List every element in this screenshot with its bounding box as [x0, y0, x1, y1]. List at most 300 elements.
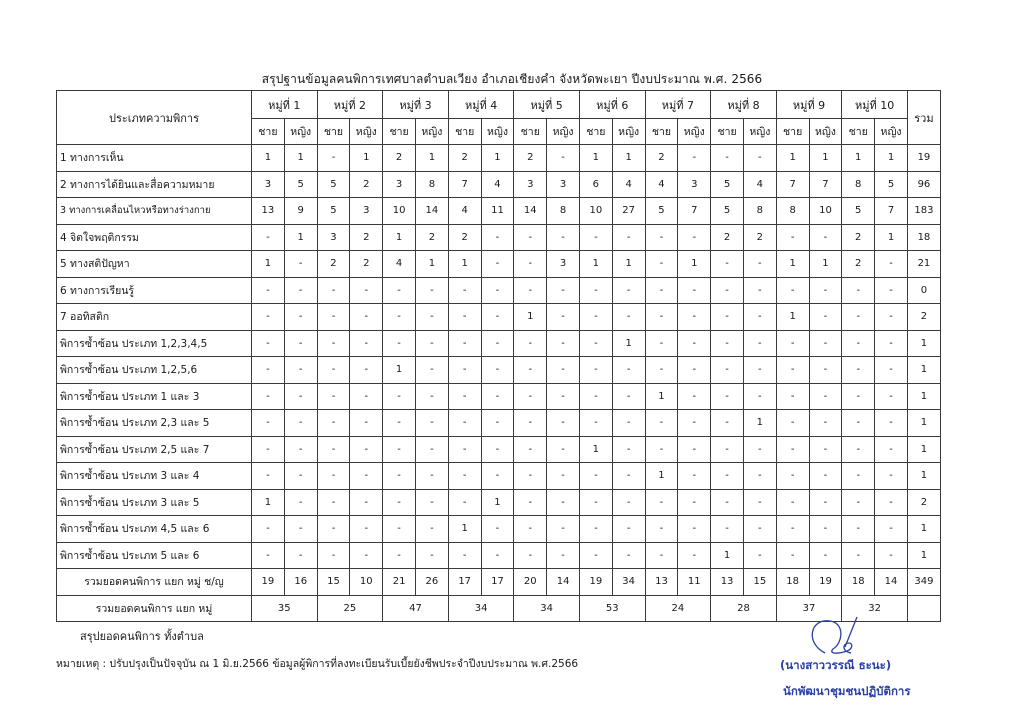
moo-header: หมู่ที่ 1	[252, 91, 318, 119]
table-cell: 10	[809, 198, 842, 225]
table-cell: -	[678, 357, 711, 384]
table-cell: -	[875, 251, 908, 278]
table-cell: -	[711, 330, 744, 357]
table-cell: -	[252, 304, 285, 331]
table-row	[57, 251, 941, 278]
table-cell: -	[547, 277, 580, 304]
row-total: 1	[907, 357, 940, 384]
row-total: 19	[907, 145, 940, 172]
table-cell: -	[875, 436, 908, 463]
table-row	[57, 410, 941, 437]
moo-header: หมู่ที่ 9	[776, 91, 842, 119]
moo-header: หมู่ที่ 7	[645, 91, 711, 119]
table-cell: 3	[383, 171, 416, 198]
table-cell: 1	[252, 489, 285, 516]
table-cell: -	[612, 542, 645, 569]
table-cell: -	[579, 383, 612, 410]
female-header: หญิง	[875, 119, 908, 145]
table-cell: -	[809, 224, 842, 251]
table-cell: -	[383, 436, 416, 463]
gender-total-cell: 13	[711, 569, 744, 596]
table-cell: 8	[415, 171, 448, 198]
table-cell: -	[383, 383, 416, 410]
table-cell: -	[350, 436, 383, 463]
table-cell: -	[711, 489, 744, 516]
moo-total-empty	[907, 595, 940, 622]
document-title: สรุปฐานข้อมูลคนพิการเทศบาลตำบลเวียง อำเภอเชียงคำ จังหวัดพะเยา ปีงบประมาณ พ.ศ. 2566	[261, 72, 763, 86]
table-cell: 1	[809, 145, 842, 172]
table-cell: 14	[514, 198, 547, 225]
table-row	[57, 383, 941, 410]
table-cell: -	[711, 304, 744, 331]
table-cell: 5	[711, 171, 744, 198]
table-cell: -	[711, 463, 744, 490]
table-cell: 2	[842, 251, 875, 278]
table-cell: 5	[317, 198, 350, 225]
row-label: 6 ทางการเรียนรู้	[57, 277, 252, 304]
table-cell: 7	[678, 198, 711, 225]
male-header: ชาย	[776, 119, 809, 145]
table-cell: -	[252, 330, 285, 357]
row-label: พิการซ้ำซ้อน ประเภท 3 และ 5	[57, 489, 252, 516]
table-cell: 4	[383, 251, 416, 278]
moo-total-cell: 34	[514, 595, 580, 622]
table-cell: -	[776, 224, 809, 251]
table-cell: -	[448, 330, 481, 357]
table-cell: 8	[547, 198, 580, 225]
table-cell: -	[481, 357, 514, 384]
table-cell: -	[809, 330, 842, 357]
table-cell: -	[579, 489, 612, 516]
total-header: รวม	[907, 91, 940, 145]
table-cell: -	[350, 304, 383, 331]
table-cell: 1	[612, 330, 645, 357]
table-cell: -	[481, 436, 514, 463]
table-cell: 1	[743, 410, 776, 437]
row-label: พิการซ้ำซ้อน ประเภท 2,5 และ 7	[57, 436, 252, 463]
row-total: 2	[907, 304, 940, 331]
table-cell: -	[579, 224, 612, 251]
row-label: 5 ทางสติปัญหา	[57, 251, 252, 278]
male-header: ชาย	[252, 119, 285, 145]
table-cell: 1	[252, 145, 285, 172]
table-cell: -	[350, 516, 383, 543]
table-cell: -	[875, 383, 908, 410]
table-cell: -	[809, 304, 842, 331]
row-label: พิการซ้ำซ้อน ประเภท 1,2,3,4,5	[57, 330, 252, 357]
table-cell: 5	[284, 171, 317, 198]
male-header: ชาย	[711, 119, 744, 145]
table-cell: -	[317, 463, 350, 490]
table-cell: -	[743, 489, 776, 516]
table-cell: -	[875, 330, 908, 357]
table-cell: -	[579, 357, 612, 384]
table-cell: -	[448, 489, 481, 516]
table-cell: 2	[415, 224, 448, 251]
table-cell: 2	[448, 145, 481, 172]
table-cell: 1	[612, 145, 645, 172]
table-cell: 1	[481, 145, 514, 172]
female-header: หญิง	[743, 119, 776, 145]
row-total: 0	[907, 277, 940, 304]
moo-header: หมู่ที่ 2	[317, 91, 383, 119]
gender-total-cell: 17	[448, 569, 481, 596]
table-cell: -	[711, 410, 744, 437]
table-cell: -	[809, 463, 842, 490]
table-cell: -	[317, 489, 350, 516]
table-cell: 2	[350, 251, 383, 278]
table-cell: 9	[284, 198, 317, 225]
table-row	[57, 330, 941, 357]
table-cell: -	[481, 224, 514, 251]
table-cell: -	[383, 330, 416, 357]
table-cell: -	[678, 516, 711, 543]
table-cell: -	[547, 145, 580, 172]
table-cell: -	[317, 436, 350, 463]
moo-total-cell: 53	[579, 595, 645, 622]
gender-total-cell: 14	[547, 569, 580, 596]
table-cell: -	[415, 436, 448, 463]
signature-scribble	[795, 613, 875, 663]
table-cell: -	[481, 383, 514, 410]
row-label: พิการซ้ำซ้อน ประเภท 1 และ 3	[57, 383, 252, 410]
table-cell: -	[612, 410, 645, 437]
table-cell: -	[350, 277, 383, 304]
table-cell: -	[711, 251, 744, 278]
row-total: 18	[907, 224, 940, 251]
table-cell: -	[350, 542, 383, 569]
table-cell: -	[284, 251, 317, 278]
table-cell: 3	[678, 171, 711, 198]
gender-total-cell: 19	[809, 569, 842, 596]
table-cell: -	[415, 516, 448, 543]
table-cell: 1	[252, 251, 285, 278]
table-cell: -	[448, 463, 481, 490]
table-cell: -	[514, 436, 547, 463]
table-cell: -	[678, 277, 711, 304]
table-cell: 2	[448, 224, 481, 251]
table-cell: 1	[809, 251, 842, 278]
table-cell: -	[547, 357, 580, 384]
table-cell: 1	[448, 251, 481, 278]
table-cell: -	[743, 357, 776, 384]
male-header: ชาย	[514, 119, 547, 145]
table-cell: 3	[317, 224, 350, 251]
table-cell: 3	[252, 171, 285, 198]
table-cell: -	[514, 251, 547, 278]
gender-total-cell: 10	[350, 569, 383, 596]
moo-total-cell: 25	[317, 595, 383, 622]
male-header: ชาย	[842, 119, 875, 145]
female-header: หญิง	[612, 119, 645, 145]
gender-total-cell: 26	[415, 569, 448, 596]
table-cell: -	[842, 410, 875, 437]
table-cell: -	[711, 436, 744, 463]
row-total: 1	[907, 436, 940, 463]
table-cell: -	[252, 410, 285, 437]
table-cell: -	[776, 436, 809, 463]
gender-total-cell: 11	[678, 569, 711, 596]
table-cell: 1	[350, 145, 383, 172]
table-cell: -	[350, 330, 383, 357]
table-cell: -	[579, 516, 612, 543]
table-cell: -	[514, 410, 547, 437]
summary-label: สรุปยอดคนพิการ ทั้งตำบล	[80, 630, 204, 643]
moo-header: หมู่ที่ 3	[383, 91, 449, 119]
table-cell: -	[743, 516, 776, 543]
table-cell: -	[350, 383, 383, 410]
table-row	[57, 171, 941, 198]
table-cell: 10	[579, 198, 612, 225]
table-cell: -	[481, 304, 514, 331]
table-cell: -	[875, 463, 908, 490]
table-cell: -	[547, 330, 580, 357]
table-cell: -	[711, 277, 744, 304]
table-cell: -	[645, 251, 678, 278]
table-row	[57, 357, 941, 384]
table-cell: -	[317, 410, 350, 437]
table-cell: 5	[711, 198, 744, 225]
table-cell: 1	[645, 463, 678, 490]
table-cell: -	[678, 436, 711, 463]
table-cell: -	[842, 330, 875, 357]
moo-total-cell: 35	[252, 595, 318, 622]
table-cell: -	[743, 304, 776, 331]
table-cell: -	[317, 277, 350, 304]
table-cell: 4	[481, 171, 514, 198]
table-cell: -	[842, 542, 875, 569]
table-cell: 1	[678, 251, 711, 278]
table-cell: 7	[776, 171, 809, 198]
table-cell: -	[481, 516, 514, 543]
table-cell: 1	[448, 516, 481, 543]
table-cell: -	[612, 489, 645, 516]
table-cell: 1	[383, 357, 416, 384]
female-header: หญิง	[284, 119, 317, 145]
table-cell: -	[547, 489, 580, 516]
table-cell: 5	[842, 198, 875, 225]
table-cell: 4	[612, 171, 645, 198]
moo-total-cell: 47	[383, 595, 449, 622]
table-cell: -	[514, 489, 547, 516]
table-cell: 1	[579, 251, 612, 278]
row-label: 1 ทางการเห็น	[57, 145, 252, 172]
table-cell: -	[579, 410, 612, 437]
table-row	[57, 198, 941, 225]
table-cell: -	[481, 542, 514, 569]
moo-header: หมู่ที่ 5	[514, 91, 580, 119]
row-label: พิการซ้ำซ้อน ประเภท 3 และ 4	[57, 463, 252, 490]
table-cell: -	[875, 277, 908, 304]
table-cell: -	[776, 410, 809, 437]
gender-total-cell: 20	[514, 569, 547, 596]
table-cell: -	[284, 357, 317, 384]
female-header: หญิง	[678, 119, 711, 145]
table-cell: -	[842, 436, 875, 463]
moo-total-cell: 24	[645, 595, 711, 622]
table-cell: 2	[317, 251, 350, 278]
table-cell: -	[448, 357, 481, 384]
row-total: 1	[907, 542, 940, 569]
type-header: ประเภทความพิการ	[57, 91, 252, 145]
table-cell: -	[809, 516, 842, 543]
table-cell: -	[875, 489, 908, 516]
gender-total-row	[57, 569, 941, 596]
table-cell: -	[252, 542, 285, 569]
table-cell: -	[415, 383, 448, 410]
table-cell: -	[743, 251, 776, 278]
gender-total-cell: 15	[743, 569, 776, 596]
gender-total-cell: 14	[875, 569, 908, 596]
table-cell: -	[743, 436, 776, 463]
table-cell: -	[415, 357, 448, 384]
moo-header: หมู่ที่ 8	[711, 91, 777, 119]
male-header: ชาย	[317, 119, 350, 145]
row-total: 1	[907, 330, 940, 357]
table-cell: -	[514, 277, 547, 304]
table-cell: -	[514, 542, 547, 569]
table-cell: 1	[415, 145, 448, 172]
table-cell: -	[776, 463, 809, 490]
table-cell: -	[547, 463, 580, 490]
gender-total-cell: 21	[383, 569, 416, 596]
table-cell: -	[317, 516, 350, 543]
table-cell: -	[317, 357, 350, 384]
table-cell: -	[645, 224, 678, 251]
table-row	[57, 304, 941, 331]
table-cell: -	[875, 516, 908, 543]
table-cell: -	[645, 542, 678, 569]
row-label: 4 จิตใจพฤติกรรม	[57, 224, 252, 251]
table-cell: -	[383, 516, 416, 543]
signer-name: (นางสาววรรณี ธะนะ)	[780, 658, 892, 672]
table-cell: -	[645, 357, 678, 384]
table-cell: -	[711, 357, 744, 384]
table-cell: -	[415, 542, 448, 569]
table-cell: -	[645, 436, 678, 463]
table-cell: 1	[415, 251, 448, 278]
table-cell: -	[383, 489, 416, 516]
female-header: หญิง	[350, 119, 383, 145]
table-cell: 7	[875, 198, 908, 225]
table-cell: 11	[481, 198, 514, 225]
table-cell: -	[481, 251, 514, 278]
table-cell: -	[514, 330, 547, 357]
table-cell: -	[743, 383, 776, 410]
table-cell: 2	[383, 145, 416, 172]
table-cell: -	[645, 304, 678, 331]
table-cell: -	[514, 224, 547, 251]
table-cell: -	[809, 410, 842, 437]
table-row	[57, 489, 941, 516]
table-cell: 2	[514, 145, 547, 172]
table-cell: -	[547, 410, 580, 437]
table-cell: 1	[711, 542, 744, 569]
table-cell: -	[678, 542, 711, 569]
table-cell: -	[875, 410, 908, 437]
table-cell: -	[284, 304, 317, 331]
table-cell: -	[448, 304, 481, 331]
table-cell: -	[645, 516, 678, 543]
table-cell: 2	[743, 224, 776, 251]
table-cell: 4	[448, 198, 481, 225]
table-cell: -	[350, 463, 383, 490]
table-cell: 1	[776, 145, 809, 172]
moo-total-cell: 34	[448, 595, 514, 622]
gender-total-cell: 13	[645, 569, 678, 596]
table-row	[57, 145, 941, 172]
table-cell: -	[448, 277, 481, 304]
table-cell: -	[743, 277, 776, 304]
table-cell: 2	[711, 224, 744, 251]
table-cell: -	[284, 463, 317, 490]
header-row-moo	[57, 91, 941, 119]
table-cell: -	[579, 277, 612, 304]
table-cell: -	[678, 145, 711, 172]
row-label: พิการซ้ำซ้อน ประเภท 2,3 และ 5	[57, 410, 252, 437]
table-cell: -	[415, 277, 448, 304]
row-label: 2 ทางการได้ยินและสื่อความหมาย	[57, 171, 252, 198]
male-header: ชาย	[645, 119, 678, 145]
female-header: หญิง	[415, 119, 448, 145]
gender-total-cell: 18	[842, 569, 875, 596]
table-cell: 5	[875, 171, 908, 198]
table-cell: -	[383, 410, 416, 437]
table-cell: -	[252, 357, 285, 384]
table-row	[57, 277, 941, 304]
table-row	[57, 516, 941, 543]
table-cell: 3	[514, 171, 547, 198]
table-cell: 5	[645, 198, 678, 225]
male-header: ชาย	[448, 119, 481, 145]
table-cell: -	[284, 383, 317, 410]
row-total: 183	[907, 198, 940, 225]
table-cell: -	[284, 489, 317, 516]
table-cell: -	[842, 489, 875, 516]
table-cell: 4	[645, 171, 678, 198]
table-cell: 8	[842, 171, 875, 198]
table-cell: 1	[612, 251, 645, 278]
table-cell: -	[547, 542, 580, 569]
table-cell: -	[678, 304, 711, 331]
table-cell: -	[842, 277, 875, 304]
table-cell: -	[743, 463, 776, 490]
table-cell: -	[743, 145, 776, 172]
table-cell: -	[612, 277, 645, 304]
table-cell: 1	[776, 304, 809, 331]
note-text: หมายเหตุ : ปรับปรุงเป็นปัจจุบัน ณ 1 มิ.ย.2566 ข้อมูลผู้พิการที่ลงทะเบียนรับเบี้ยยังชีพประจำปีงบประมาณ พ.ศ.2566	[56, 658, 579, 670]
table-cell: -	[743, 330, 776, 357]
table-cell: -	[678, 463, 711, 490]
table-cell: 1	[842, 145, 875, 172]
table-cell: -	[415, 304, 448, 331]
table-cell: 2	[645, 145, 678, 172]
table-cell: -	[579, 542, 612, 569]
row-label: 3 ทางการเคลื่อนไหวหรือทางร่างกาย	[57, 198, 252, 225]
table-cell: -	[743, 542, 776, 569]
table-cell: -	[252, 224, 285, 251]
table-cell: -	[776, 489, 809, 516]
table-cell: -	[875, 357, 908, 384]
table-cell: -	[284, 410, 317, 437]
row-total: 1	[907, 516, 940, 543]
table-cell: -	[448, 383, 481, 410]
table-cell: -	[612, 357, 645, 384]
row-label: พิการซ้ำซ้อน ประเภท 1,2,5,6	[57, 357, 252, 384]
table-cell: -	[645, 277, 678, 304]
table-cell: -	[448, 410, 481, 437]
table-cell: -	[383, 304, 416, 331]
